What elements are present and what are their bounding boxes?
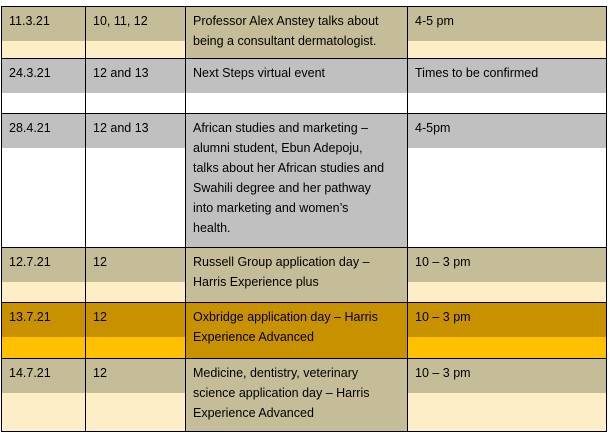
event-cell — [186, 248, 408, 303]
event-cell — [186, 303, 408, 359]
date-cell — [2, 114, 86, 248]
events-table — [1, 6, 607, 432]
date-cell — [2, 248, 86, 303]
time-cell — [408, 359, 607, 432]
date-text: 11.3.21 — [9, 14, 50, 28]
time-text: 10 – 3 pm — [415, 366, 471, 380]
event-text: Next Steps virtual event — [193, 66, 326, 80]
years-text: 12 and 13 — [93, 121, 149, 135]
date-cell — [2, 303, 86, 359]
table-row — [2, 248, 607, 303]
years-text: 12 and 13 — [93, 66, 149, 80]
time-text: 4-5pm — [415, 121, 451, 135]
date-text: 13.7.21 — [9, 310, 51, 324]
years-cell — [86, 7, 186, 59]
table-row — [2, 59, 607, 114]
event-text: Professor Alex Anstey talks about being a consultant dermatologist. — [193, 14, 379, 48]
time-text: 10 – 3 pm — [415, 255, 471, 269]
date-cell — [2, 359, 86, 432]
time-cell — [408, 303, 607, 359]
date-text: 14.7.21 — [9, 366, 51, 380]
date-text: 24.3.21 — [9, 66, 51, 80]
time-text: 10 – 3 pm — [415, 310, 471, 324]
time-cell — [408, 59, 607, 114]
time-cell — [408, 248, 607, 303]
table-row — [2, 303, 607, 359]
time-text: Times to be confirmed — [415, 66, 539, 80]
date-text: 12.7.21 — [9, 255, 51, 269]
years-text: 10, 11, 12 — [93, 14, 148, 28]
event-text: Russell Group application day – Harris Experience plus — [193, 255, 370, 289]
years-cell — [86, 59, 186, 114]
years-text: 12 — [93, 366, 107, 380]
events-table-body — [2, 7, 607, 432]
table-row — [2, 7, 607, 59]
event-text: Medicine, dentistry, veterinary science application day – Harris Experience Advanced — [193, 366, 370, 420]
event-text: African studies and marketing – alumni student, Ebun Adepoju, talks about her African studies and Swahili degree and her pathway into marketing and women’s health. — [193, 121, 385, 235]
event-cell — [186, 59, 408, 114]
years-cell — [86, 114, 186, 248]
table-row — [2, 359, 607, 432]
event-cell — [186, 359, 408, 432]
table-row — [2, 114, 607, 248]
event-text: Oxbridge application day – Harris Experience Advanced — [193, 310, 378, 344]
years-text: 12 — [93, 255, 107, 269]
years-text: 12 — [93, 310, 107, 324]
date-cell — [2, 59, 86, 114]
years-cell — [86, 248, 186, 303]
time-cell — [408, 114, 607, 248]
event-cell — [186, 7, 408, 59]
years-cell — [86, 359, 186, 432]
date-cell — [2, 7, 86, 59]
event-cell — [186, 114, 408, 248]
time-text: 4-5 pm — [415, 14, 454, 28]
years-cell — [86, 303, 186, 359]
date-text: 28.4.21 — [9, 121, 51, 135]
time-cell — [408, 7, 607, 59]
